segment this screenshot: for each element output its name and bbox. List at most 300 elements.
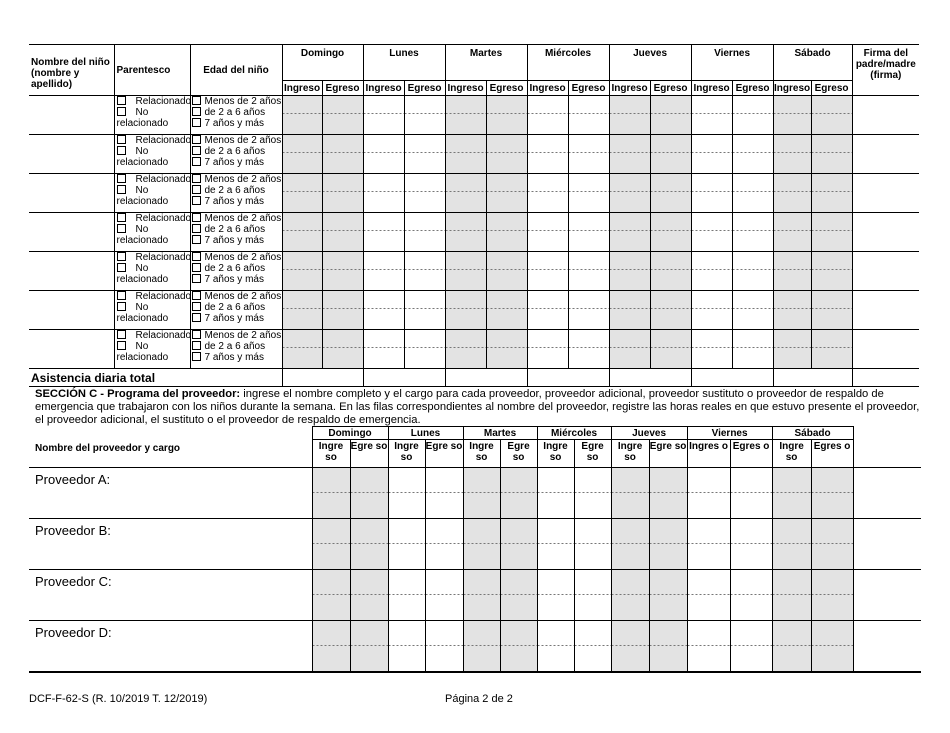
- daily-total-cell[interactable]: [363, 369, 445, 387]
- age-option-label: Menos de 2 años: [204, 96, 282, 107]
- time-in-cell[interactable]: [773, 252, 811, 291]
- header-out: Egre so: [574, 440, 611, 468]
- time-out-cell[interactable]: [404, 174, 445, 213]
- provider-extra-cell: [853, 468, 921, 519]
- time-out-cell[interactable]: [811, 213, 852, 252]
- time-in-cell[interactable]: [609, 96, 650, 135]
- time-out-cell[interactable]: [568, 96, 609, 135]
- age-option-label: 7 años y más: [204, 118, 264, 129]
- time-in-cell[interactable]: [527, 291, 568, 330]
- header-day: Viernes: [687, 427, 772, 440]
- provider-row: [29, 621, 921, 673]
- provider-time-in-cell[interactable]: [611, 621, 649, 673]
- time-out-cell[interactable]: [568, 252, 609, 291]
- age-checkbox[interactable]: [192, 341, 201, 350]
- time-in-cell[interactable]: [363, 174, 404, 213]
- age-checkbox[interactable]: [192, 174, 201, 183]
- provider-time-out-cell[interactable]: [730, 621, 772, 673]
- time-in-cell[interactable]: [527, 96, 568, 135]
- provider-time-out-cell[interactable]: [811, 519, 853, 570]
- child-name-cell[interactable]: [29, 135, 114, 174]
- provider-time-out-cell[interactable]: [500, 519, 537, 570]
- age-option-label: Menos de 2 años: [204, 213, 282, 224]
- child-name-cell[interactable]: [29, 291, 114, 330]
- time-in-cell[interactable]: [445, 330, 486, 369]
- header-in: Ingre so: [463, 440, 500, 468]
- time-out-cell[interactable]: [322, 135, 363, 174]
- not-related-checkbox[interactable]: [117, 341, 126, 350]
- attendance-table: [29, 44, 919, 387]
- time-out-cell[interactable]: [732, 291, 773, 330]
- time-out-cell[interactable]: [486, 330, 527, 369]
- time-out-cell[interactable]: [322, 96, 363, 135]
- time-in-cell[interactable]: [773, 213, 811, 252]
- provider-time-in-cell[interactable]: [312, 468, 350, 519]
- header-in: Ingre so: [388, 440, 425, 468]
- time-in-cell[interactable]: [691, 291, 732, 330]
- age-checkbox[interactable]: [192, 235, 201, 244]
- provider-time-in-cell[interactable]: [611, 519, 649, 570]
- not-related-checkbox[interactable]: [117, 107, 126, 116]
- time-out-cell[interactable]: [650, 252, 691, 291]
- not-related-label: No: [135, 107, 149, 118]
- time-in-cell[interactable]: [609, 135, 650, 174]
- age-checkbox[interactable]: [192, 291, 201, 300]
- header-day: Miércoles: [537, 427, 611, 440]
- not-related-label: No: [135, 185, 149, 196]
- provider-time-in-cell[interactable]: [611, 570, 649, 621]
- time-in-cell[interactable]: [691, 330, 732, 369]
- provider-time-in-cell[interactable]: [388, 621, 425, 673]
- provider-time-out-cell[interactable]: [811, 621, 853, 673]
- time-in-cell[interactable]: [363, 96, 404, 135]
- time-in-cell[interactable]: [691, 135, 732, 174]
- age-checkbox[interactable]: [192, 274, 201, 283]
- form-id: DCF-F-62-S (R. 10/2019 T. 12/2019): [29, 693, 208, 705]
- signature-cell[interactable]: [852, 96, 919, 135]
- age-cell: [190, 174, 282, 213]
- relationship-cell: [114, 135, 190, 174]
- related-checkbox[interactable]: [117, 330, 126, 339]
- provider-time-in-cell[interactable]: [537, 468, 574, 519]
- provider-time-in-cell[interactable]: [772, 519, 811, 570]
- time-in-cell[interactable]: [282, 291, 322, 330]
- provider-time-in-cell[interactable]: [537, 519, 574, 570]
- time-out-cell[interactable]: [650, 330, 691, 369]
- age-cell: [190, 135, 282, 174]
- not-related-checkbox[interactable]: [117, 224, 126, 233]
- provider-name-cell[interactable]: [29, 468, 312, 519]
- time-out-cell[interactable]: [732, 96, 773, 135]
- time-in-cell[interactable]: [282, 330, 322, 369]
- daily-total-cell[interactable]: [445, 369, 527, 387]
- related-checkbox[interactable]: [117, 135, 126, 144]
- header-day: Sábado: [773, 45, 852, 81]
- child-row: [29, 135, 919, 174]
- provider-extra-cell: [853, 519, 921, 570]
- provider-time-out-cell[interactable]: [730, 519, 772, 570]
- time-in-cell[interactable]: [691, 213, 732, 252]
- time-in-cell[interactable]: [691, 174, 732, 213]
- header-out: Egre so: [350, 440, 388, 468]
- provider-name-cell[interactable]: [29, 519, 312, 570]
- relationship-cell: [114, 174, 190, 213]
- header-age: Edad del niño: [190, 45, 282, 96]
- provider-time-out-cell[interactable]: [730, 570, 772, 621]
- provider-time-in-cell[interactable]: [463, 570, 500, 621]
- header-day: Jueves: [611, 427, 687, 440]
- provider-time-in-cell[interactable]: [312, 519, 350, 570]
- child-name-cell[interactable]: [29, 213, 114, 252]
- time-out-cell[interactable]: [404, 330, 445, 369]
- time-in-cell[interactable]: [609, 291, 650, 330]
- age-option-label: Menos de 2 años: [204, 330, 282, 341]
- header-day: Martes: [445, 45, 527, 81]
- time-out-cell[interactable]: [650, 174, 691, 213]
- time-out-cell[interactable]: [568, 291, 609, 330]
- age-checkbox[interactable]: [192, 313, 201, 322]
- time-in-cell[interactable]: [363, 252, 404, 291]
- time-in-cell[interactable]: [527, 330, 568, 369]
- signature-cell[interactable]: [852, 330, 919, 369]
- time-out-cell[interactable]: [650, 96, 691, 135]
- provider-label: Proveedor B:: [35, 523, 111, 538]
- time-out-cell[interactable]: [486, 252, 527, 291]
- child-row: [29, 291, 919, 330]
- provider-time-in-cell[interactable]: [611, 468, 649, 519]
- not-related-checkbox[interactable]: [117, 263, 126, 272]
- time-out-cell[interactable]: [650, 135, 691, 174]
- age-checkbox[interactable]: [192, 330, 201, 339]
- time-out-cell[interactable]: [486, 213, 527, 252]
- provider-time-out-cell[interactable]: [811, 570, 853, 621]
- time-out-cell[interactable]: [811, 252, 852, 291]
- header-day: Martes: [463, 427, 537, 440]
- time-in-cell[interactable]: [445, 96, 486, 135]
- age-checkbox[interactable]: [192, 157, 201, 166]
- age-option-label: de 2 a 6 años: [204, 302, 266, 313]
- time-out-cell[interactable]: [732, 213, 773, 252]
- child-row: [29, 96, 919, 135]
- provider-time-out-cell[interactable]: [730, 468, 772, 519]
- header-out: Egres o: [730, 440, 772, 468]
- provider-time-out-cell[interactable]: [574, 621, 611, 673]
- daily-total-cell[interactable]: [609, 369, 691, 387]
- header-in: Ingreso: [609, 81, 650, 96]
- provider-time-in-cell[interactable]: [388, 570, 425, 621]
- header-in: Ingreso: [363, 81, 404, 96]
- time-out-cell[interactable]: [650, 291, 691, 330]
- age-checkbox[interactable]: [192, 352, 201, 361]
- age-checkbox[interactable]: [192, 213, 201, 222]
- age-checkbox[interactable]: [192, 302, 201, 311]
- age-checkbox[interactable]: [192, 224, 201, 233]
- time-in-cell[interactable]: [363, 291, 404, 330]
- time-in-cell[interactable]: [445, 174, 486, 213]
- provider-time-in-cell[interactable]: [537, 570, 574, 621]
- provider-time-in-cell[interactable]: [687, 621, 730, 673]
- time-out-cell[interactable]: [322, 174, 363, 213]
- daily-total-cell[interactable]: [282, 369, 363, 387]
- age-option-label: Menos de 2 años: [204, 252, 282, 263]
- time-out-cell[interactable]: [732, 174, 773, 213]
- related-label: Relacionado: [135, 135, 192, 146]
- related-label: Relacionado: [135, 330, 192, 341]
- time-in-cell[interactable]: [445, 135, 486, 174]
- time-in-cell[interactable]: [282, 252, 322, 291]
- age-cell: [190, 330, 282, 369]
- time-in-cell[interactable]: [445, 213, 486, 252]
- time-in-cell[interactable]: [527, 213, 568, 252]
- provider-time-in-cell[interactable]: [388, 468, 425, 519]
- daily-total-cell[interactable]: [773, 369, 852, 387]
- provider-time-out-cell[interactable]: [500, 570, 537, 621]
- time-out-cell[interactable]: [811, 96, 852, 135]
- signature-cell[interactable]: [852, 291, 919, 330]
- header-day: Lunes: [388, 427, 463, 440]
- age-option-label: 7 años y más: [204, 313, 264, 324]
- time-in-cell[interactable]: [609, 174, 650, 213]
- related-label: Relacionado: [135, 291, 192, 302]
- provider-table: [29, 426, 921, 673]
- header-out: Egreso: [732, 81, 773, 96]
- header-in: Ingre so: [772, 440, 811, 468]
- time-in-cell[interactable]: [445, 291, 486, 330]
- header-out: Egreso: [650, 81, 691, 96]
- provider-time-in-cell[interactable]: [772, 468, 811, 519]
- signature-cell[interactable]: [852, 213, 919, 252]
- provider-time-out-cell[interactable]: [350, 570, 388, 621]
- provider-time-in-cell[interactable]: [463, 621, 500, 673]
- time-in-cell[interactable]: [773, 330, 811, 369]
- related-label: Relacionado: [135, 252, 192, 263]
- provider-time-out-cell[interactable]: [649, 468, 687, 519]
- not-related-checkbox[interactable]: [117, 146, 126, 155]
- provider-label: Proveedor A:: [35, 472, 111, 487]
- provider-time-in-cell[interactable]: [312, 621, 350, 673]
- time-out-cell[interactable]: [486, 135, 527, 174]
- time-in-cell[interactable]: [773, 174, 811, 213]
- signature-cell[interactable]: [852, 252, 919, 291]
- provider-time-in-cell[interactable]: [687, 570, 730, 621]
- time-in-cell[interactable]: [527, 174, 568, 213]
- daily-total-cell[interactable]: [527, 369, 609, 387]
- age-checkbox[interactable]: [192, 252, 201, 261]
- time-in-cell[interactable]: [527, 252, 568, 291]
- age-option-label: de 2 a 6 años: [204, 341, 266, 352]
- time-out-cell[interactable]: [322, 291, 363, 330]
- age-checkbox[interactable]: [192, 185, 201, 194]
- time-out-cell[interactable]: [811, 174, 852, 213]
- age-option-label: 7 años y más: [204, 157, 264, 168]
- provider-time-out-cell[interactable]: [425, 570, 463, 621]
- provider-row: [29, 519, 921, 570]
- provider-label: Proveedor D:: [35, 625, 112, 640]
- related-checkbox[interactable]: [117, 291, 126, 300]
- time-out-cell[interactable]: [568, 213, 609, 252]
- time-out-cell[interactable]: [322, 252, 363, 291]
- age-checkbox[interactable]: [192, 146, 201, 155]
- time-in-cell[interactable]: [609, 330, 650, 369]
- provider-time-out-cell[interactable]: [350, 519, 388, 570]
- provider-time-out-cell[interactable]: [574, 468, 611, 519]
- time-out-cell[interactable]: [322, 330, 363, 369]
- time-out-cell[interactable]: [486, 96, 527, 135]
- age-checkbox[interactable]: [192, 135, 201, 144]
- related-checkbox[interactable]: [117, 213, 126, 222]
- signature-cell[interactable]: [852, 135, 919, 174]
- not-related-label-cont: relacionado: [116, 118, 169, 129]
- provider-time-in-cell[interactable]: [772, 570, 811, 621]
- not-related-label: No: [135, 302, 149, 313]
- provider-time-out-cell[interactable]: [500, 621, 537, 673]
- time-in-cell[interactable]: [282, 96, 322, 135]
- time-out-cell[interactable]: [322, 213, 363, 252]
- time-out-cell[interactable]: [732, 330, 773, 369]
- header-in: Ingreso: [283, 82, 321, 94]
- time-in-cell[interactable]: [773, 135, 811, 174]
- provider-extra-cell: [853, 570, 921, 621]
- time-out-cell[interactable]: [486, 174, 527, 213]
- child-row: [29, 174, 919, 213]
- age-cell: [190, 213, 282, 252]
- provider-time-in-cell[interactable]: [687, 468, 730, 519]
- time-in-cell[interactable]: [773, 291, 811, 330]
- daily-total-cell: [852, 369, 919, 387]
- child-row: [29, 252, 919, 291]
- time-in-cell[interactable]: [282, 213, 322, 252]
- time-in-cell[interactable]: [691, 252, 732, 291]
- time-out-cell[interactable]: [811, 291, 852, 330]
- child-name-cell[interactable]: [29, 96, 114, 135]
- provider-time-in-cell[interactable]: [388, 519, 425, 570]
- time-in-cell[interactable]: [691, 96, 732, 135]
- time-in-cell[interactable]: [609, 252, 650, 291]
- time-out-cell[interactable]: [811, 330, 852, 369]
- provider-time-out-cell[interactable]: [500, 468, 537, 519]
- time-out-cell[interactable]: [404, 135, 445, 174]
- age-option-label: 7 años y más: [204, 235, 264, 246]
- provider-time-in-cell[interactable]: [463, 519, 500, 570]
- provider-time-in-cell[interactable]: [687, 519, 730, 570]
- time-in-cell[interactable]: [282, 135, 322, 174]
- not-related-label-cont: relacionado: [116, 274, 169, 285]
- provider-time-out-cell[interactable]: [350, 468, 388, 519]
- provider-time-out-cell[interactable]: [425, 468, 463, 519]
- time-out-cell[interactable]: [650, 213, 691, 252]
- time-in-cell[interactable]: [282, 174, 322, 213]
- age-option-label: de 2 a 6 años: [204, 185, 266, 196]
- provider-time-out-cell[interactable]: [574, 570, 611, 621]
- provider-time-in-cell[interactable]: [537, 621, 574, 673]
- provider-time-out-cell[interactable]: [811, 468, 853, 519]
- header-day: Domingo: [312, 427, 388, 440]
- not-related-checkbox[interactable]: [117, 185, 126, 194]
- header-in: Ingreso: [691, 81, 732, 96]
- provider-time-out-cell[interactable]: [649, 621, 687, 673]
- header-in: Ingreso: [445, 81, 486, 96]
- time-out-cell[interactable]: [404, 96, 445, 135]
- provider-time-out-cell[interactable]: [425, 519, 463, 570]
- time-out-cell[interactable]: [404, 291, 445, 330]
- time-in-cell[interactable]: [363, 135, 404, 174]
- header-day: Domingo: [282, 45, 363, 81]
- related-checkbox[interactable]: [117, 252, 126, 261]
- header-day: Lunes: [363, 45, 445, 81]
- time-out-cell[interactable]: [732, 135, 773, 174]
- child-name-cell[interactable]: [29, 252, 114, 291]
- not-related-label-cont: relacionado: [116, 352, 169, 363]
- age-checkbox[interactable]: [192, 196, 201, 205]
- age-option-label: de 2 a 6 años: [204, 146, 266, 157]
- provider-time-out-cell[interactable]: [649, 570, 687, 621]
- time-in-cell[interactable]: [527, 135, 568, 174]
- provider-time-out-cell[interactable]: [574, 519, 611, 570]
- header-out: Egreso: [811, 81, 852, 96]
- header-out: Egreso: [568, 81, 609, 96]
- age-checkbox[interactable]: [192, 263, 201, 272]
- time-out-cell[interactable]: [404, 213, 445, 252]
- age-checkbox[interactable]: [192, 118, 201, 127]
- relationship-cell: [114, 330, 190, 369]
- provider-time-in-cell[interactable]: [772, 621, 811, 673]
- header-day: Miércoles: [527, 45, 609, 81]
- time-in-cell[interactable]: [363, 330, 404, 369]
- time-out-cell[interactable]: [568, 174, 609, 213]
- provider-time-out-cell[interactable]: [425, 621, 463, 673]
- time-out-cell[interactable]: [568, 135, 609, 174]
- not-related-label: No: [135, 224, 149, 235]
- signature-cell[interactable]: [852, 174, 919, 213]
- provider-name-cell[interactable]: [29, 621, 312, 673]
- provider-label: Proveedor C:: [35, 574, 112, 589]
- age-option-label: 7 años y más: [204, 352, 264, 363]
- related-checkbox[interactable]: [117, 174, 126, 183]
- not-related-label: No: [135, 146, 149, 157]
- header-out: Egre so: [500, 440, 537, 468]
- age-cell: [190, 291, 282, 330]
- time-out-cell[interactable]: [404, 252, 445, 291]
- time-out-cell[interactable]: [486, 291, 527, 330]
- not-related-checkbox[interactable]: [117, 302, 126, 311]
- time-in-cell[interactable]: [445, 252, 486, 291]
- age-cell: [190, 252, 282, 291]
- header-out: Egreso: [404, 81, 445, 96]
- time-in-cell[interactable]: [609, 213, 650, 252]
- provider-time-out-cell[interactable]: [350, 621, 388, 673]
- child-name-cell[interactable]: [29, 330, 114, 369]
- provider-time-in-cell[interactable]: [312, 570, 350, 621]
- child-name-cell[interactable]: [29, 174, 114, 213]
- daily-total-cell[interactable]: [691, 369, 773, 387]
- time-out-cell[interactable]: [811, 135, 852, 174]
- provider-time-out-cell[interactable]: [649, 519, 687, 570]
- related-label: Relacionado: [135, 96, 192, 107]
- time-in-cell[interactable]: [773, 96, 811, 135]
- not-related-label-cont: relacionado: [116, 313, 169, 324]
- age-checkbox[interactable]: [192, 107, 201, 116]
- age-checkbox[interactable]: [192, 96, 201, 105]
- age-option-label: de 2 a 6 años: [204, 224, 266, 235]
- section-c-text: ingrese el nombre completo y el cargo para cada proveedor, proveedor adicional, proveedor sustituto o proveedor de respaldo de emergencia que trabajaron con los niños durante la semana. En las filas correspondientes al nombre del proveedor, registre las horas reales en que estuvo presente el proveedor, el proveedor adicional, el sustituto o el proveedor de respaldo de emergencia.: [35, 388, 920, 426]
- header-out: Egre so: [425, 440, 463, 468]
- time-out-cell[interactable]: [732, 252, 773, 291]
- time-in-cell[interactable]: [363, 213, 404, 252]
- related-checkbox[interactable]: [117, 96, 126, 105]
- time-out-cell[interactable]: [568, 330, 609, 369]
- provider-time-in-cell[interactable]: [463, 468, 500, 519]
- provider-name-cell[interactable]: [29, 570, 312, 621]
